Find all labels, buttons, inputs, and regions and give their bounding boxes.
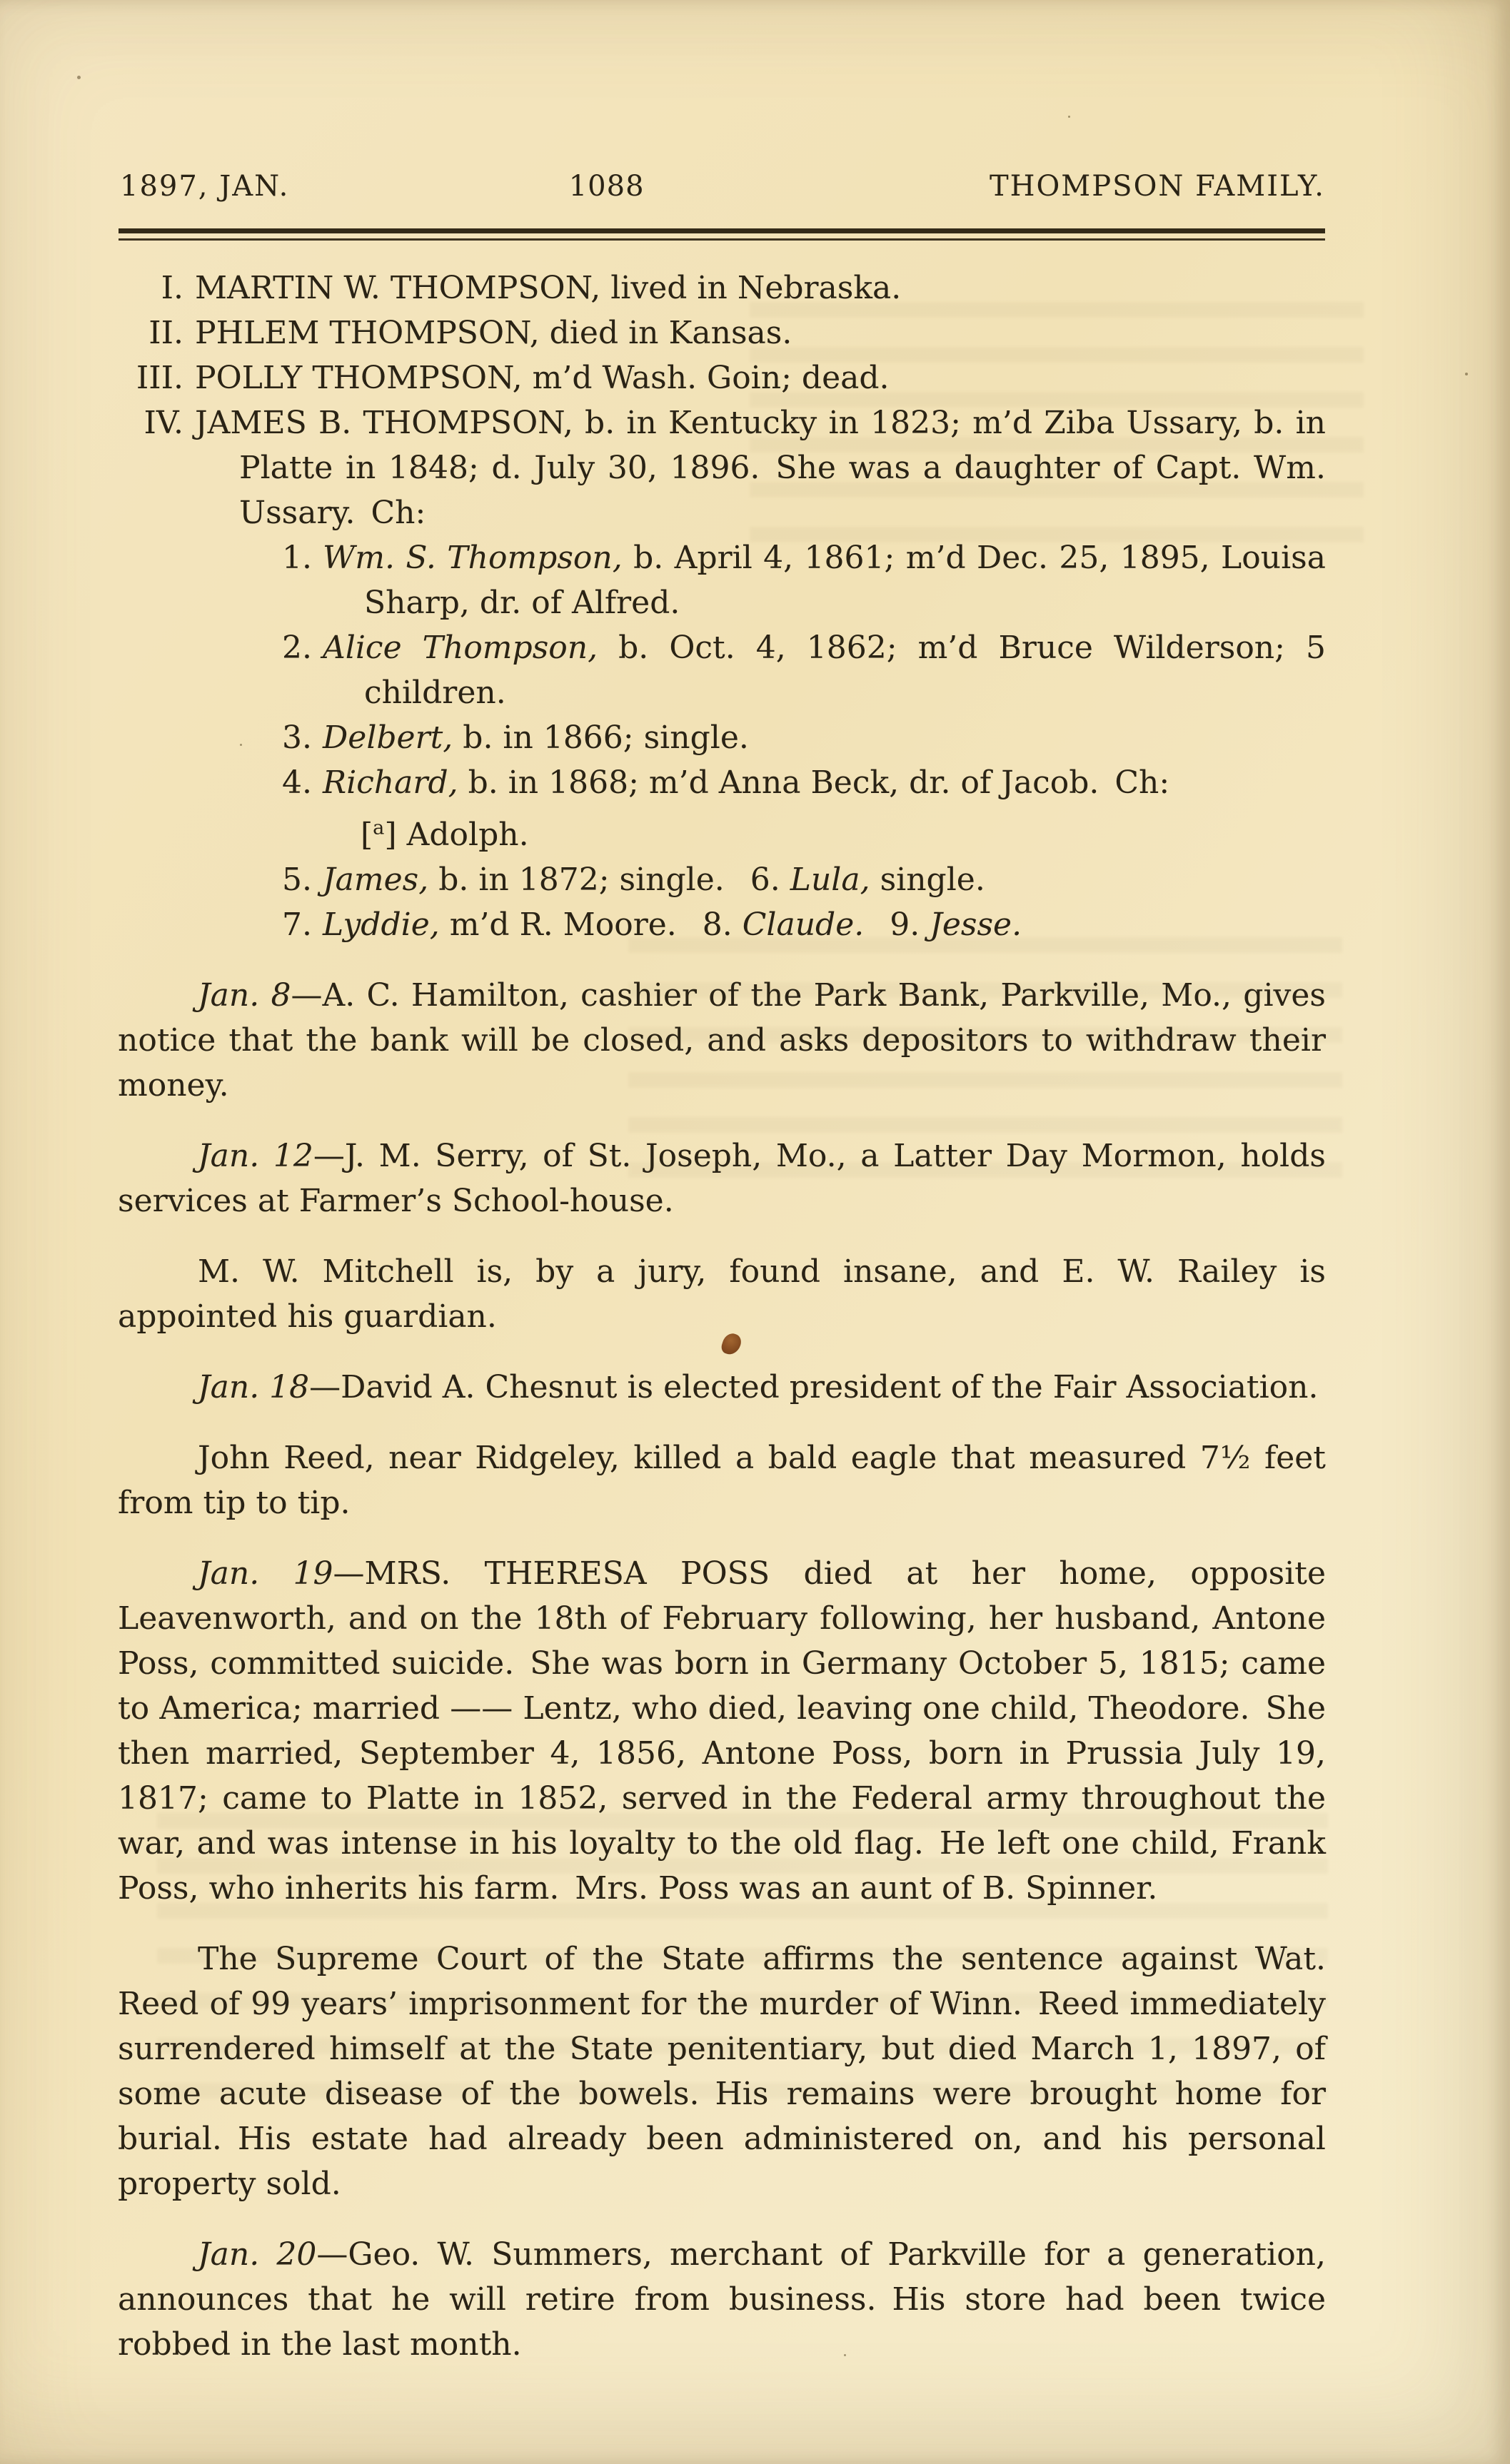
roman-numeral: IV. (144, 405, 183, 441)
child-entry-text: James, b. in 1872; single. 6. Lula, single. (323, 861, 985, 898)
grandchild-entry-text: [$^a$] Adolph. (361, 816, 529, 853)
paper-speck (1465, 373, 1468, 375)
child-number: 3. (282, 719, 312, 756)
event-paragraph-jan18: Jan. 18—David A. Chesnut is elected president of the Fair Association. (198, 1368, 1319, 1405)
child-entry-4 (118, 760, 1326, 805)
child-entry-text: Lyddie, m’d R. Moore. 8. Claude. 9. Jesse. (323, 906, 1022, 943)
genealogy-entry-4 (118, 400, 1326, 535)
event-paragraph-jan19: Jan. 19—MRS. THERESA POSS died at her home, opposite Leavenworth, and on the 18th of February following, her husband, Antone Poss, committed suicide. She was born in Germany October 5, 1815; came to America; married —— Lentz, who died, leaving one child, Theodore. She then married, September 4, 1856, Antone Poss, born in Prussia July 19, 1817; came to Platte in 1852, served in the Federal army throughout the war, and was intense in his loyalty to the old flag. He left one child, Frank Poss, who inherits his farm. Mrs. Poss was an aunt of B. Spinner. (118, 1555, 1326, 1907)
genealogy-entry-text: MARTIN W. THOMPSON, lived in Nebraska. (195, 270, 902, 306)
roman-numeral: III. (136, 360, 183, 396)
event-paragraph-mitchell: M. W. Mitchell is, by a jury, found insane, and E. W. Railey is appointed his guardian. (118, 1253, 1326, 1335)
genealogy-entry-1 (118, 266, 1326, 310)
roman-numeral: I. (161, 270, 183, 306)
child-entry-3 (118, 715, 1326, 760)
child-entry-text: Wm. S. Thompson, b. April 4, 1861; m’d Dec. 25, 1895, Louisa Sharp, dr. of Alfred. (323, 540, 1326, 621)
paper-speck (77, 76, 81, 79)
child-entry-1 (118, 535, 1326, 625)
event-paragraph-jan8: Jan. 8—A. C. Hamilton, cashier of the Park Bank, Parkville, Mo., gives notice that the bank will be closed, and asks depositors to withdraw their money. (118, 976, 1326, 1104)
child-number: 5. (282, 861, 312, 898)
header-family-title: THOMPSON FAMILY. (989, 170, 1325, 203)
page-number: 1088 (568, 170, 645, 203)
child-number: 4. (282, 764, 312, 801)
child-entry-text: Alice Thompson, b. Oct. 4, 1862; m’d Bruce Wilderson; 5 children. (323, 630, 1326, 711)
genealogy-entry-2 (118, 310, 1326, 355)
child-number: 1. (282, 540, 312, 576)
event-paragraph-jan20: Jan. 20—Geo. W. Summers, merchant of Parkville for a generation, announces that he will retire from business. His store had been twice robbed in the last month. (118, 2236, 1327, 2363)
genealogy-entry-text: PHLEM THOMPSON, died in Kansas. (195, 315, 792, 351)
genealogy-entry-text: JAMES B. THOMPSON, b. in Kentucky in 1823; m’d Ziba Ussary, b. in Platte in 1848; d. July 30, 1896. She was a daughter of Capt. Wm. Ussary. Ch: (195, 405, 1326, 531)
child-number: 2. (282, 630, 312, 666)
roman-numeral: II. (149, 315, 183, 351)
genealogy-entry-text: POLLY THOMPSON, m’d Wash. Goin; dead. (195, 360, 890, 396)
grandchild-entry (118, 805, 1326, 857)
child-entry-2 (118, 625, 1326, 715)
child-entry-text: Richard, b. in 1868; m’d Anna Beck, dr. of Jacob. Ch: (323, 764, 1170, 801)
event-paragraph-jan12: Jan. 12—J. M. Serry, of St. Joseph, Mo., a Latter Day Mormon, holds services at Farmer’s School-house. (118, 1137, 1326, 1219)
genealogy-entry-3 (118, 355, 1326, 400)
page-header (120, 170, 1325, 203)
child-entry-5-6 (118, 857, 1326, 902)
child-entry-7-8-9 (118, 902, 1326, 947)
paper-speck (844, 2354, 846, 2356)
paper-speck (240, 744, 242, 746)
event-paragraph-eagle: John Reed, near Ridgeley, killed a bald eagle that measured 7½ feet from tip to tip. (118, 1439, 1326, 1521)
child-entry-text: Delbert, b. in 1866; single. (323, 719, 749, 756)
header-rule (119, 228, 1325, 241)
paper-speck (1068, 116, 1070, 118)
header-date: 1897, JAN. (120, 170, 290, 203)
child-number: 7. (282, 906, 312, 943)
event-paragraph-supreme-court: The Supreme Court of the State affirms the sentence against Wat. Reed of 99 years’ imprisonment for the murder of Winn. Reed immediately surrendered himself at the State penitentiary, but died March 1, 1897, of some acute disease of the bowels. His remains were brought home for burial. His estate had already been administered on, and his personal property sold. (118, 1940, 1326, 2202)
page-content (118, 266, 1326, 2367)
